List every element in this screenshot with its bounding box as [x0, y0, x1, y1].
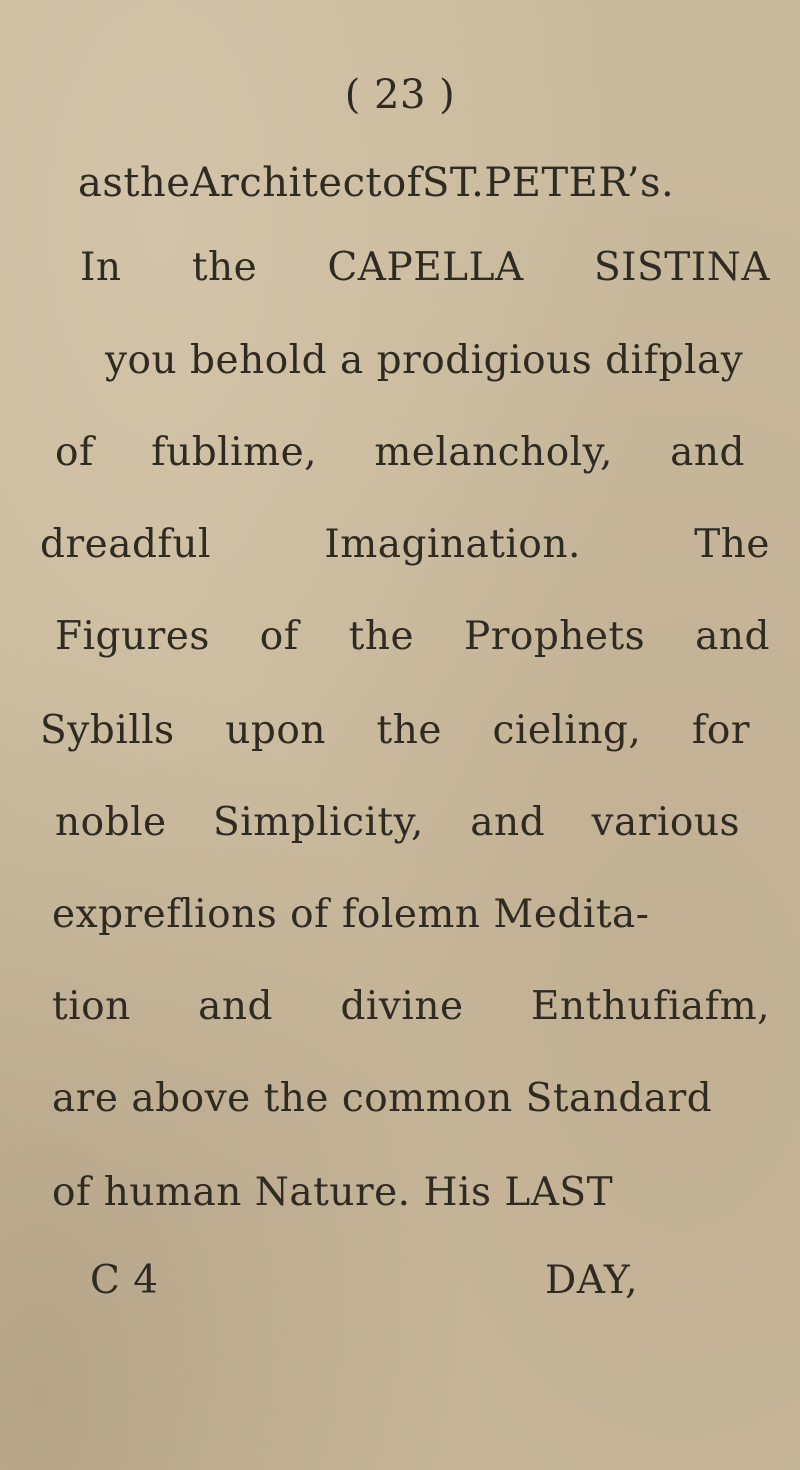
text-line-3: you behold a prodigious difplay: [105, 338, 744, 383]
page-number: ( 23 ): [344, 72, 456, 118]
word: the: [191, 245, 258, 290]
text-line-12: of human Nature. His LAST: [52, 1170, 614, 1215]
text-line-7: [40, 708, 750, 753]
word: and: [695, 614, 770, 659]
word: The: [694, 522, 770, 567]
text-line-11: are above the common Standard: [52, 1076, 713, 1121]
word: In: [80, 245, 122, 290]
word: tion: [52, 984, 131, 1029]
word: and: [670, 430, 745, 475]
word: SISTINA: [593, 245, 770, 290]
word: upon: [225, 708, 326, 753]
text-line-4: [55, 430, 745, 475]
word: Prophets: [463, 614, 646, 659]
word: dreadful: [40, 522, 211, 567]
word: melancholy,: [374, 430, 613, 475]
word: various: [591, 800, 740, 845]
word: of: [259, 614, 299, 659]
text-line-10: [52, 984, 770, 1029]
word: and: [470, 800, 546, 845]
text-line-9: expreflions of folemn Medita-: [52, 892, 650, 937]
word: Enthufiafm,: [531, 984, 770, 1029]
word: Sybills: [40, 708, 175, 753]
word: CAPELLA: [327, 245, 524, 290]
word: Simplicity,: [213, 800, 424, 845]
word: the: [348, 614, 415, 659]
word: cieling,: [492, 708, 642, 753]
word: the: [376, 708, 442, 753]
text-line-2: [80, 245, 770, 290]
text-line-5: [40, 522, 770, 567]
word: of: [55, 430, 94, 475]
word: and: [198, 984, 274, 1029]
word: divine: [340, 984, 464, 1029]
word: noble: [55, 800, 167, 845]
catchword: DAY,: [545, 1258, 638, 1303]
word: Imagination.: [324, 522, 581, 567]
word: fublime,: [151, 430, 318, 475]
text-line-6: [55, 614, 770, 659]
signature-mark: C 4: [90, 1258, 159, 1303]
word: for: [691, 708, 750, 753]
word: Figures: [55, 614, 210, 659]
text-line-1: astheArchitectofST.PETER’s.: [78, 160, 675, 206]
text-line-8: [55, 800, 740, 845]
